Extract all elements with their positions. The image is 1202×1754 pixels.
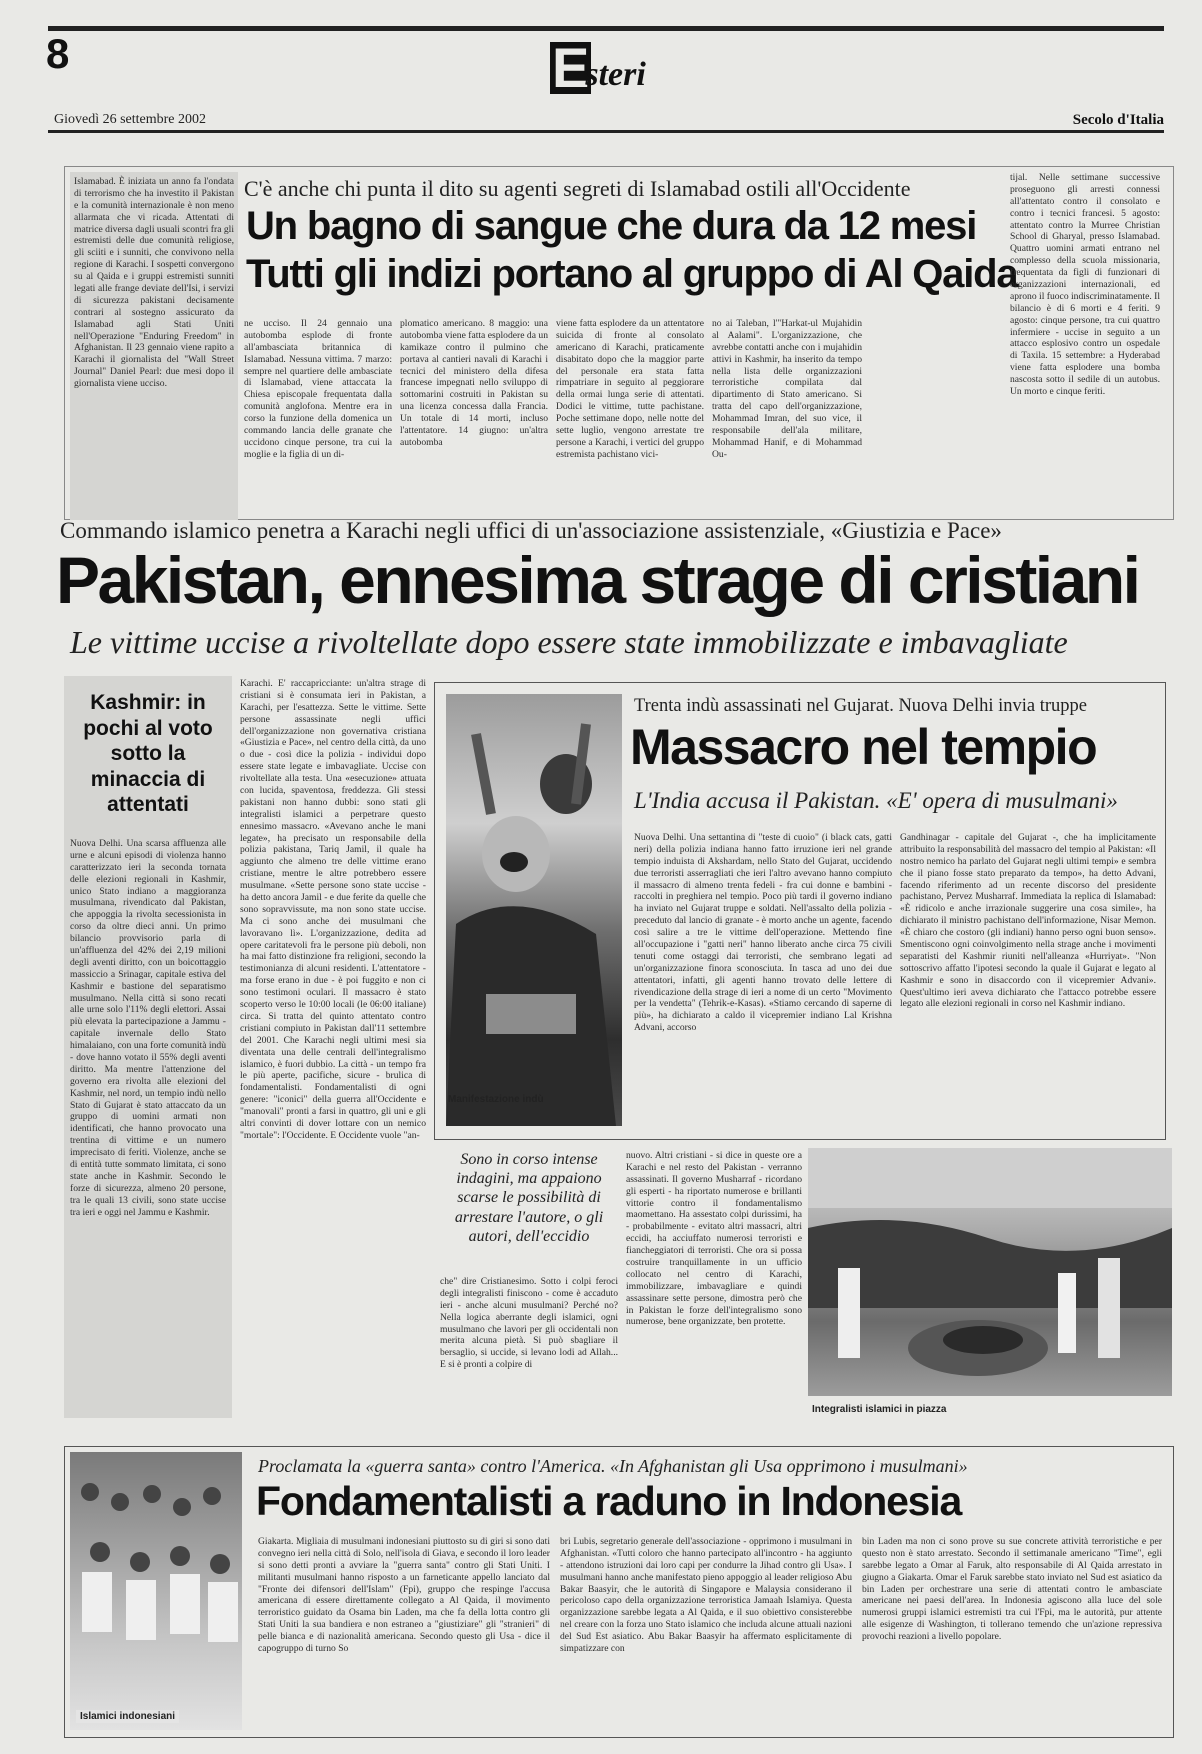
indonesian-islamists-photo	[70, 1452, 242, 1730]
indonesia-column-2: bri Lubis, segretario generale dell'associazione - opprimono i musulmani in Afghanistan. «Tutti coloro che hanno partecipato all'incontro - ha aggiunto - attendono istruzioni dai loro capi per condurre la Jihad contro gli Usa». I musulmani hanno anche manifestato pieno appoggio al leader religioso Abu Bakar Baasyir, che le autorità di Singapore e Malaysia considerano il pericoloso capo della organizzazione terroristica Jamaah Islamiya. Questa organizzazione sarebbe legata a Al Qaida, e il suo obiettivo consisterebbe nel creare con la forza uno Stato islamico che includa alcune attuali nazioni del Sud Est asiatico. Abu Bakar Baasyir ha affermato esplicitamente di simpatizzare con	[560, 1536, 852, 1655]
page-number: 8	[46, 30, 70, 77]
top-story-column-2: plomatico americano. 8 maggio: una autobomba viene fatta esplodere da un kamikaze contro il pulmino che portava al cantieri navali di Karachi i tecnici del ministero della difesa francese impegnati nello sviluppo di sottomarini costruiti in Pakistan su una licenza concessa dalla Francia. Un totale di 14 morti, incluso l'attentatore. 14 giugno: un'altra autobomba	[400, 318, 548, 448]
gujarat-subhead: L'India accusa il Pakistan. «E' opera di musulmani»	[634, 788, 1118, 813]
hindu-protest-illustration	[446, 694, 622, 1126]
top-story-column-1: ne ucciso. Il 24 gennaio una autobomba esplode di fronte all'ambasciata britannica di Islamabad. Nessuna vittima. 7 marzo: sempre nel quartiere delle ambasciate di Islamabad, viene attaccata la Chiesa episcopale frequentata dalla comunità anglofona. Mentre era in corso la funzione della domenica un commando lancia delle granate che uccidono cinque persone, tra cui la moglie e la figlia di un di-	[244, 318, 392, 460]
indonesia-column-1: Giakarta. Migliaia di musulmani indonesiani piuttosto su di giri si sono dati convegno ieri nella città di Solo, nell'isola di Giava, e secondo il loro leader si sono detti pronti a avviare la "guerra santa" contro gli Stati Uniti. I militanti musulmani hanno risposto a un farneticante appello lanciato dal "Fronte dei difensori dell'Islam" (Fpi), gruppo che respinge l'accusa americana di essere direttamente collegato a Al Qaida, il movimento terroristico guidato da Osama bin Laden, ma che fa della lotta contro gli Stati Uniti la sua bandiera e non estraneo a "giustiziare" gli "stranieri" di pelle bianca e di nazionalità americana. Secondo questo gli Usa - dice il capogruppo di turno So	[258, 1536, 550, 1655]
indonesia-headline: Fondamentalisti a raduno in Indonesia	[256, 1478, 962, 1524]
indonesian-crowd-illustration	[70, 1452, 242, 1730]
gujarat-headline: Massacro nel tempio	[630, 719, 1097, 775]
header-rule	[48, 130, 1164, 133]
top-story-headline-2: Tutti gli indizi portano al gruppo di Al Qaida	[246, 252, 1018, 296]
top-story-headline-1: Un bagno di sangue che dura da 12 mesi	[246, 204, 977, 248]
gujarat-kicker: Trenta indù assassinati nel Gujarat. Nuova Delhi invia truppe	[634, 696, 1087, 716]
indonesian-islamists-caption: Islamici indonesiani	[76, 1710, 179, 1723]
gujarat-column-1: Nuova Delhi. Una settantina di "teste di cuoio" (i black cats, gatti neri) della polizia indiana hanno fatto irruzione ieri nel grande tempio induista di Akshardam, nello Stato del Gujarat, uccidendo due terroristi asserragliati che ieri l'altro avevano hanno compiuto il massacro di almeno trenta fedeli - fra cui donne e bambini - raccolti in preghiera nel tempio. Poco più tardi il governo indiano ha inviato nel Gujarat truppe e soldati. Nell'assalto della polizia - preceduto dal lancio di granate - è morto anche un agente, facendo così salire a tre le vittime dell'operazione. Mettendo fine all'occupazione i "gatti neri" hanno liberato anche circa 75 civili tenuti come ostaggi dai terroristi, che sembrano legati ad un'organizzazione finora sconosciuta. In tasca ad uno dei due attentatori, infatti, gli agenti hanno trovato delle lettere di rivendicazione della strage di ieri a nome di un certo "Movimento per la vendetta" (Tehrik-e-Kasas). «Stiamo cercando di saperne di più», ha dichiarato a caldo il vicepremier indiano Lal Krishna Advani, accorso	[634, 832, 892, 1034]
paper-name: Secolo d'Italia	[1072, 112, 1164, 128]
main-story-pull-quote: Sono in corso intense indagini, ma appaiono scarse le possibilità di arrestare l'autore, o gli autori, dell'eccidio	[454, 1151, 604, 1245]
section-title-rest: steri	[585, 56, 646, 93]
main-story-column-2: che" dire Cristianesimo. Sotto i colpi feroci degli integralisti finiscono - come è accaduto ieri - anche alcuni musulmani? Perché no? Nella logica aberrante degli islamici, ogni musulmano che lavori per gli occidentali non merita alcuna pietà. Si può sbagliare il bersaglio, si uccide, si levano lodi ad Allah... E si è pronti a colpire di	[440, 1276, 618, 1371]
hindu-protest-caption: Manifestazione indù	[448, 1094, 544, 1105]
top-story-column-5: tijal. Nelle settimane successive proseguono gli arresti connessi all'attentato contro il consolato e contro i tecnici francesi. 5 agosto: attentato contro la Murree Christian School di Gharyal, presso Islamabad. Quattro uomini armati entrano nel complesso della scuola missionaria, frequentata da figli di funzionari di organizzazioni internazionali, ed aprono il fuoco indiscriminatamente. Il bilancio è di 6 morti e 4 feriti. 9 agosto: cinque persone, tra cui quattro infermiere - uccise in seguito a un attacco esplosivo contro un ospedale di Taxila. 15 settembre: a Hyderabad viene fatta esplodere una bomba nascosta sotto il sedile di un autobus. Un morto e cinque feriti.	[1010, 172, 1160, 398]
main-story-kicker: Commando islamico penetra a Karachi negli uffici di un'associazione assistenziale, «Giustizia e Pace»	[60, 518, 1002, 543]
indonesia-column-3: bin Laden ma non ci sono prove su sue concrete attività terroristiche e per questo non è stato arrestato. Secondo il settimanale americano "Time", egli sarebbe legato a Omar al Faruk, alto responsabile di Al Qaida arrestato in giugno a Giakarta. Omar el Faruk sarebbe stato inviato nel Sud est asiatico da bin Laden per orchestrare una serie di attentati contro le ambasciate americane nei paesi dell'area. In Indonesia agiscono alla luce del sole numerosi gruppi islamici estremisti tra cui l'Fpi, ma le autorità, pur attente alle esigenze di Washington, ti tollerano temendo che un'azione repressiva provochi reazioni a livello popolare.	[862, 1536, 1162, 1643]
main-story-column-1: Karachi. E' raccapricciante: un'altra strage di cristiani si è consumata ieri in Pakistan, a Karachi, per l'esattezza. Sette le vittime. Sette persone assassinate negli uffici dell'organizzazione non governativa cristiana «Giustizia e Pace», nel centro della città, da uno o due - così dice la polizia - individui dopo essere state legate e imbavagliate. Uccise con rivoltellate alla testa. Una «esecuzione» attuata con lucida, spaventosa, freddezza. Gli stessi pakistani non hanno dubbi: sono stati gli integralisti islamici a perpetrare questo ennesimo massacro. «Avevano anche le mani legate», ha precisato un responsabile della polizia pakistana, Tariq Jamil, il quale ha aggiunto che almeno tre delle vittime erano cristiane, mentre le altre potrebbero essere musulmane. «Sette persone sono state uccise - ha detto ancora Jamil - e due ferite da quelle che sono sopravvissute, ma non sono state uccise. Ma ci sono anche dei musulmani che lavoravano lì». L'organizzazione, dedita ad opere caritatevoli fra le persone più deboli, non ha mai fatto distinzione fra religioni, secondo la testimonianza di alcuni residenti. L'attentatore - ma forse erano in due - è poi fuggito e non ci sono testimoni oculari. Il massacro è stato scoperto verso le 10:00 locali (le 06:00 italiane) circa. Si tratta del quinto attentato contro cristiani compiuto in Pakistan dall'11 settembre del 2001. Che Karachi negli ultimi mesi sia diventata una delle centrali dell'integralismo islamico, è fuori dubbio. La città - un tempo fra le più aperte, pacifiche, sicure - brulica di fondamentalisti. Fondamentalisti di ogni genere: "iconici" della guerra all'Occidente e "manovali" pronti a farsi in quattro, gli uni e gli altri convinti di dover lottare con un nemico "mortale": l'Occidente. E Occidente vuole "an-	[240, 678, 426, 1141]
top-story-column-4: no ai Taleban, l'"Harkat-ul Mujahidin al Aalami". L'organizzazione, che avrebbe contatti anche con i mujahidin attivi in Kashmir, ha inserito da tempo nella lista delle organizzazioni terroristiche compilata dal dipartimento di Stato americano. Si tratta del capo dell'organizzazione, Mohammad Imran, del suo vice, il responsabile dell'ala militare, Mohammad Hanif, e di Mohammad Ou-	[712, 318, 862, 460]
kashmir-headline: Kashmir: in pochi al voto sotto la minaccia di attentati	[83, 691, 213, 817]
gujarat-column-2: Gandhinagar - capitale del Gujarat -, che ha implicitamente attribuito la responsabilità del massacro del tempio al Pakistan: «Il nostro nemico ha parlato del Gujarat negli ultimi tempi» e sembra che il piano fosse stato preparato da tempo», ha detto Advani, facendo riferimento ad un recente discorso del presidente pachistano, Pervez Musharraf. Immediata la replica di Islamabad: «È ridicolo e anche irrazionale suggerire una cosa simile», ha dichiarato il ministro pachistano dell'informazione, Nisar Memon. «È chiaro che costoro (gli indiani) hanno perso ogni buon senso». Smentiscono ogni coinvolgimento nella strage anche i movimenti separatisti del Kashmir riuniti nell'alleanza «Hurriyat». "Non sottoscrivo affatto l'ipotesi secondo la quale il Gujarat e legato al Kashmir e sono in disaccordo con il vicepremier Advani». Quest'ultimo ieri aveva dichiarato che l'attacco potrebbe essere legato alle elezioni regionali in corso nel Kashmir indiano.	[900, 832, 1156, 1010]
main-story-subhead: Le vittime uccise a rivoltellate dopo essere state immobilizzate e imbavagliate	[70, 624, 1068, 660]
top-story-kicker: C'è anche chi punta il dito su agenti segreti di Islamabad ostili all'Occidente	[244, 176, 911, 201]
hindu-protest-photo	[446, 694, 622, 1126]
main-story-headline: Pakistan, ennesima strage di cristiani	[56, 543, 1139, 617]
islamists-rally-illustration	[808, 1148, 1172, 1396]
section-title-initial: E	[552, 36, 590, 99]
kashmir-body: Nuova Delhi. Una scarsa affluenza alle urne e alcuni episodi di violenza hanno caratterizzato ieri la seconda tornata delle elezioni regionali in Kashmir, unico Stato indiano a maggioranza musulmana, rivendicato dal Pakistan, che appoggia la rivolta secessionista in corso da oltre dieci anni. Un primo bilancio provvisorio parla di un'affluenza del 42% dei 2,19 milioni degli aventi diritto, con un boicottaggio massiccio a Srinagar, capitale estiva del Kashmir e bastione del separatismo musulmano. Nella città si sono recati alle urne solo l'11% degli elettori. Assai più elevata la partecipazione a Jammu - capitale invernale dello Stato himalaiano, con una forte comunità indù - dove hanno votato il 55% degli aventi diritto. Ma mentre l'attenzione del governo era rivolta alle elezioni del Kashmir, nel nord, un tempio indù nello Stato di Gujarat è stato attaccato da un gruppo di uomini armati non identificati, che hanno provocato una trentina di vittime e un numero imprecisato di feriti. Violenze, anche se di entità tutte sommato limitata, ci sono state anche in Kashmir. Secondo le forze di sicurezza, almeno 20 persone, tra le quali 13 civili, sono state uccise tra ieri e oggi nel Jammu e Kashmir.	[70, 838, 226, 1218]
section-title	[550, 36, 646, 102]
main-story-column-3: nuovo. Altri cristiani - si dice in queste ore a Karachi e nel resto del Pakistan - verranno assassinati. Il governo Musharraf - ricordano gli esperti - ha riportato numerose e brillanti vittorie contro il fondamentalismo maomettano. Ha assestato colpi durissimi, ha - probabilmente - evitato altri massacri, altri eccidi, ha acciuffato numerosi terroristi e fiancheggiatori di terroristi. Che ora si possa costruire tranquillamente in un ufficio collocato nel centro di Karachi, immobilizzare, imbavagliare e quindi assassinare sette persone, dimostra però che in Pakistan le forze dell'integralismo sono numerose, bene organizzate, ben protette.	[626, 1150, 802, 1328]
issue-date: Giovedì 26 settembre 2002	[54, 112, 207, 127]
islamists-rally-photo	[808, 1148, 1172, 1396]
top-story-sidebar-column: Islamabad. È iniziata un anno fa l'ondata di terrorismo che ha investito il Pakistan e la comunità internazionale è non meno allarmata che vi ricada. Attentati di matrice diversa dagli usuali scontri fra gli estremisti delle due comunità religiose, gli sciiti e i sunniti, che convivono nella regione di Karachi. I sospetti convergono su al Qaida e i gruppi estremisti sunniti legati alle frange deviate dell'Isi, i servizi di sicurezza pakistani decisamente contrari al sostegno assicurato da Islamabad agli Stati Uniti nell'Operazione "Enduring Freedom" in Afghanistan. Il 23 gennaio viene rapito a Karachi il giornalista del "Wall Street Journal" Daniel Pearl: due mesi dopo il giornalista viene ucciso.	[70, 172, 238, 520]
islamists-rally-caption: Integralisti islamici in piazza	[812, 1404, 947, 1415]
top-rule-thick	[48, 26, 1164, 31]
indonesia-kicker: Proclamata la «guerra santa» contro l'America. «In Afghanistan gli Usa opprimono i musulmani»	[258, 1456, 968, 1476]
top-story-column-3: viene fatta esplodere da un attentatore suicida di fronte al consolato americano di Karachi, praticamente disabitato dopo che la maggior parte del personale era stata fatta rimpatriare in seguito al peggiorare della ormai lunga serie di attentati. Dodici le vittime, tutte pachistane. Poche settimane dopo, nelle notte del sette luglio, vengono arrestate tre persone a Karachi, i vertici del gruppo estremista pachistano vici-	[556, 318, 704, 460]
